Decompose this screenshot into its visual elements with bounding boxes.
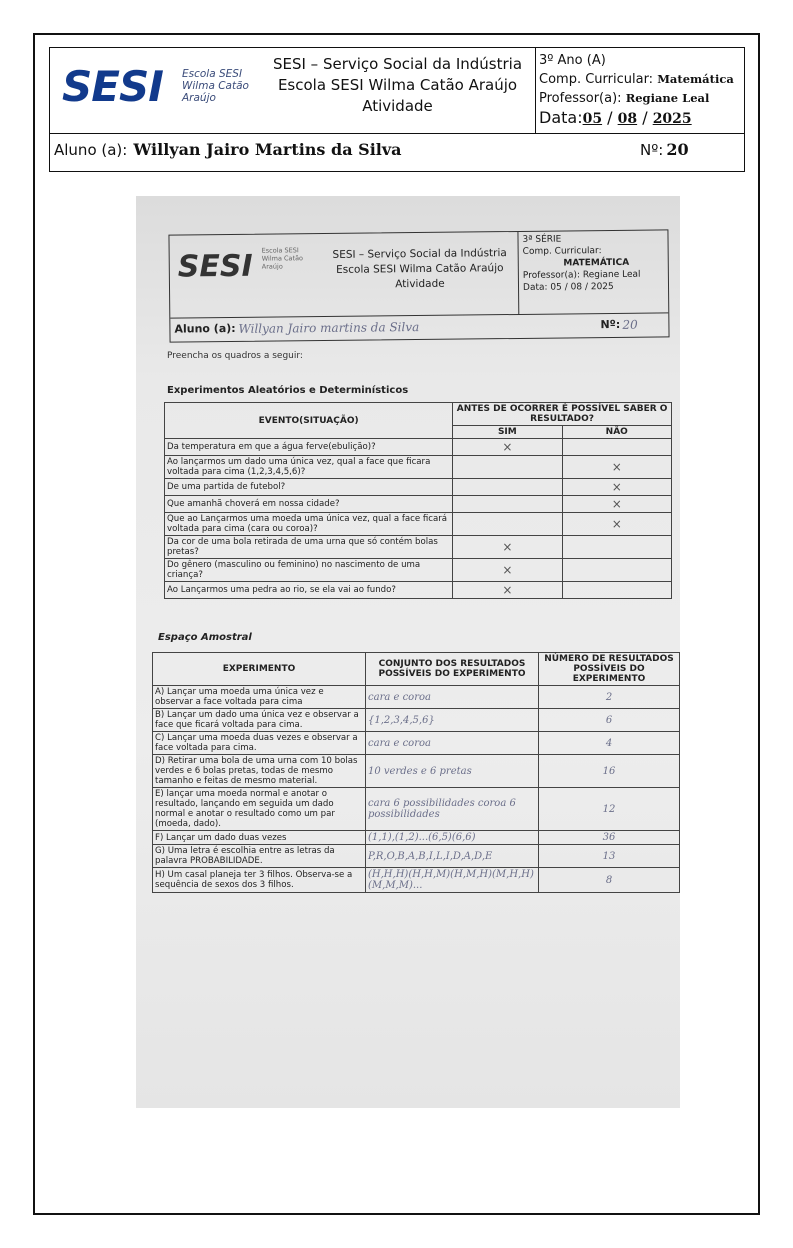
- ws-title-line: SESI – Serviço Social da Indústria: [332, 247, 507, 261]
- conj-cell: cara 6 possibilidades coroa 6 possibilidades: [366, 788, 539, 831]
- aluno-value: Willyan Jairo Martins da Silva: [133, 140, 402, 159]
- num-label: Nº:: [640, 141, 664, 159]
- logo-sub-line: Wilma Catão: [182, 80, 249, 92]
- event-cell: De uma partida de futebol?: [165, 479, 453, 496]
- conj-cell: P,R,O,B,A,B,I,L,I,D,A,D,E: [366, 845, 539, 868]
- ws-serie: 3ª SÉRIE: [522, 234, 562, 245]
- ws-aluno-handwritten: Willyan Jairo martins da Silva: [238, 320, 420, 336]
- event-cell: Da temperatura em que a água ferve(ebulição)?: [165, 439, 453, 456]
- table-row: [153, 709, 680, 732]
- school-title-line: Escola SESI Wilma Catão Araújo: [277, 76, 518, 94]
- class-info: [535, 48, 744, 133]
- school-title-line: Atividade: [362, 97, 433, 115]
- conj-cell: (H,H,H)(H,H,M)(H,M,H)(M,H,H)(M,M,M)...: [366, 868, 539, 893]
- sim-cell: [453, 456, 562, 479]
- worksheet-photo: [136, 196, 680, 1108]
- ws-comp-value: MATEMÁTICA: [563, 257, 630, 269]
- sim-cell: [453, 479, 562, 496]
- date-label: Data:: [539, 108, 583, 127]
- event-cell: Ao lançarmos um dado uma única vez, qual a face que ficara voltada para cima (1,2,3,4,5,6)?: [165, 456, 453, 479]
- ws-num-handwritten: 20: [622, 317, 638, 332]
- ws-section2-title: Espaço Amostral: [158, 632, 252, 643]
- sim-cell: ×: [453, 559, 562, 582]
- nao-cell: ×: [562, 456, 671, 479]
- student-name: [54, 140, 402, 159]
- prof-label: Professor(a):: [539, 91, 622, 106]
- comp-value: Matemática: [657, 72, 734, 86]
- table-row: [153, 868, 680, 893]
- sim-cell: ×: [453, 439, 562, 456]
- exp-cell: H) Um casal planeja ter 3 filhos. Observa-se a sequência de sexos dos 3 filhos.: [153, 868, 366, 893]
- date: Data:05 / 08 / 2025: [539, 108, 692, 127]
- ws-table-sample-space: [152, 652, 680, 893]
- col-nao-header: NÃO: [562, 426, 671, 439]
- nao-cell: ×: [562, 496, 671, 513]
- col-num-header: NÚMERO DE RESULTADOS POSSÍVEIS DO EXPERIMENTO: [539, 653, 680, 686]
- col-event-header: EVENTO(SITUAÇÃO): [165, 403, 453, 439]
- date-month: 08: [617, 111, 638, 127]
- ws-section1-title: Experimentos Aleatórios e Determinísticos: [167, 385, 409, 396]
- ws-school-title: [320, 246, 520, 293]
- nao-cell: ×: [562, 479, 671, 496]
- col-conj-header: CONJUNTO DOS RESULTADOS POSSÍVEIS DO EXPERIMENTO: [366, 653, 539, 686]
- ws-num-label: Nº:: [600, 317, 621, 332]
- table-row: [165, 559, 672, 582]
- ws-comp-label: Comp. Curricular:: [522, 246, 602, 257]
- aluno-label: Aluno (a):: [54, 141, 128, 159]
- professor: [539, 89, 744, 108]
- ws-logo-sub-line: Escola SESI: [261, 246, 299, 255]
- table-row: [165, 439, 672, 456]
- ws-instruction: Preencha os quadros a seguir:: [167, 351, 303, 361]
- event-cell: Ao Lançarmos uma pedra ao rio, se ela vai ao fundo?: [165, 582, 453, 599]
- num-cell: 2: [539, 686, 680, 709]
- table-row: [153, 755, 680, 788]
- logo-text: SESI: [62, 62, 163, 111]
- header-top-row: [50, 48, 744, 134]
- student-row: [50, 134, 744, 171]
- col-group-header: ANTES DE OCORRER É POSSÍVEL SABER O RESULTADO?: [453, 403, 672, 426]
- conj-cell: {1,2,3,4,5,6}: [366, 709, 539, 732]
- ws-logo-text: SESI: [177, 248, 253, 285]
- table-header-row: [153, 653, 680, 686]
- sim-cell: [453, 496, 562, 513]
- col-sim-header: SIM: [453, 426, 562, 439]
- exp-cell: D) Retirar uma bola de uma urna com 10 bolas verdes e 6 bolas pretas, todas de mesmo tamanho e feitas de mesmo material.: [153, 755, 366, 788]
- table-header-row: [165, 403, 672, 426]
- num-cell: 4: [539, 732, 680, 755]
- ws-logo-sub-line: Araújo: [261, 262, 283, 271]
- event-cell: Do gênero (masculino ou feminino) no nascimento de uma criança?: [165, 559, 453, 582]
- nao-cell: ×: [562, 513, 671, 536]
- ws-header: [168, 229, 669, 342]
- num-cell: 36: [539, 831, 680, 845]
- exp-cell: F) Lançar um dado duas vezes: [153, 831, 366, 845]
- serie: 3º Ano (A): [539, 53, 606, 68]
- sim-cell: ×: [453, 582, 562, 599]
- nao-cell: [562, 439, 671, 456]
- table-row: [165, 496, 672, 513]
- table-row: [153, 732, 680, 755]
- sim-cell: ×: [453, 536, 562, 559]
- num-value: 20: [666, 140, 689, 159]
- ws-prof: Professor(a): Regiane Leal: [522, 269, 641, 281]
- event-cell: Que amanhã choverá em nossa cidade?: [165, 496, 453, 513]
- ws-aluno-label: Aluno (a):: [174, 321, 236, 336]
- event-cell: Que ao Lançarmos uma moeda uma única vez, qual a face ficará voltada para cima (cara ou coroa)?: [165, 513, 453, 536]
- table-row: [153, 788, 680, 831]
- ws-logo-sub-line: Wilma Catão: [261, 254, 304, 263]
- event-cell: Da cor de uma bola retirada de uma urna que só contém bolas pretas?: [165, 536, 453, 559]
- exp-cell: G) Uma letra é escolhia entre as letras da palavra PROBABILIDADE.: [153, 845, 366, 868]
- school-title-line: SESI – Serviço Social da Indústria: [272, 55, 523, 73]
- num-cell: 13: [539, 845, 680, 868]
- table-row: [165, 513, 672, 536]
- table-row: [165, 479, 672, 496]
- student-number: [640, 140, 689, 159]
- table-row: [153, 686, 680, 709]
- ws-title-line: Escola SESI Wilma Catão Araújo: [336, 262, 504, 276]
- ws-title-line: Atividade: [395, 277, 445, 291]
- table-row: [153, 831, 680, 845]
- col-exp-header: EXPERIMENTO: [153, 653, 366, 686]
- ws-student-row: [170, 312, 668, 342]
- nao-cell: [562, 559, 671, 582]
- exp-cell: E) lançar uma moeda normal e anotar o resultado, lançando em seguida um dado normal e anotar o resultado como um par (moeda, dado).: [153, 788, 366, 831]
- ws-logo-subtitle: [262, 246, 304, 270]
- ws-table-events: [164, 402, 672, 599]
- sim-cell: [453, 513, 562, 536]
- table-row: [165, 456, 672, 479]
- table-row: [153, 845, 680, 868]
- comp-label: Comp. Curricular:: [539, 72, 654, 87]
- logo-sub-line: Escola SESI: [182, 68, 243, 80]
- nao-cell: [562, 582, 671, 599]
- document-header: [49, 47, 745, 172]
- comp-curricular: [539, 70, 744, 89]
- conj-cell: (1,1),(1,2)...(6,5)(6,6): [366, 831, 539, 845]
- num-cell: 16: [539, 755, 680, 788]
- sesi-logo: [58, 60, 258, 120]
- conj-cell: cara e coroa: [366, 686, 539, 709]
- num-cell: 12: [539, 788, 680, 831]
- num-cell: 6: [539, 709, 680, 732]
- num-cell: 8: [539, 868, 680, 893]
- school-title: [260, 54, 535, 117]
- nao-cell: [562, 536, 671, 559]
- ws-date: Data: 05 / 08 / 2025: [522, 281, 614, 293]
- logo-subtitle: [182, 68, 249, 104]
- conj-cell: 10 verdes e 6 pretas: [366, 755, 539, 788]
- date-year: 2025: [652, 111, 692, 127]
- exp-cell: A) Lançar uma moeda uma única vez e observar a face voltada para cima: [153, 686, 366, 709]
- logo-sub-line: Araújo: [182, 92, 216, 104]
- photo-paper: [136, 196, 680, 1108]
- exp-cell: B) Lançar um dado uma única vez e observar a face que ficará voltada para cima.: [153, 709, 366, 732]
- table-row: [165, 582, 672, 599]
- table-row: [165, 536, 672, 559]
- exp-cell: C) Lançar uma moeda duas vezes e observar a face voltada para cima.: [153, 732, 366, 755]
- conj-cell: cara e coroa: [366, 732, 539, 755]
- prof-value: Regiane Leal: [625, 91, 710, 105]
- date-day: 05: [582, 111, 603, 127]
- ws-class-info: [517, 230, 670, 314]
